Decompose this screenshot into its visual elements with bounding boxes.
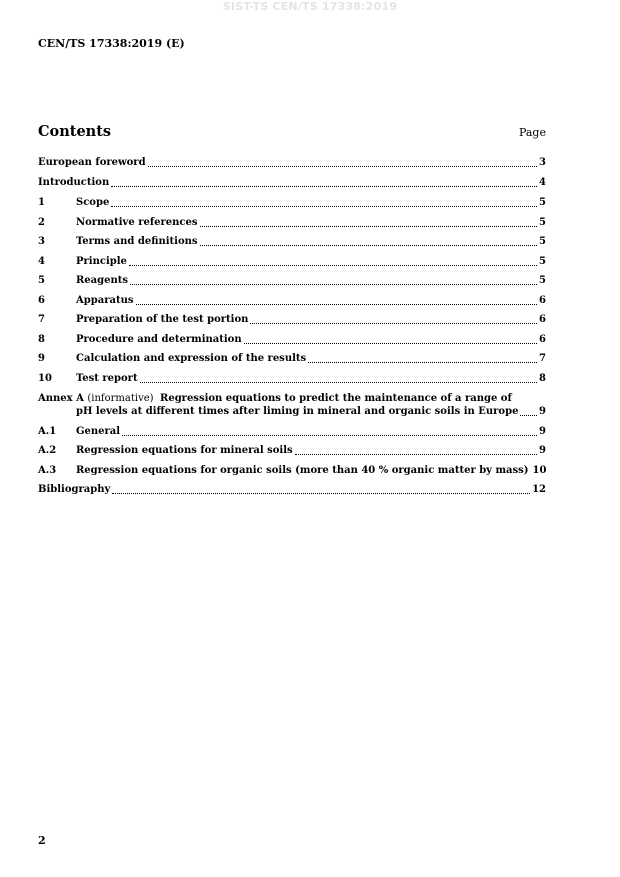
dot-leader bbox=[122, 434, 537, 436]
annex-title-line-2 bbox=[38, 405, 546, 418]
toc-entry-number: A.3 bbox=[38, 464, 57, 476]
toc-entry-label: Terms and definitions bbox=[76, 236, 198, 247]
dot-leader bbox=[295, 453, 537, 455]
toc-entry-label: Scope bbox=[76, 197, 110, 208]
dot-leader bbox=[148, 165, 537, 167]
toc-entry-number: 10 bbox=[38, 372, 52, 384]
dot-leader bbox=[140, 381, 537, 383]
toc-entry-label: Bibliography bbox=[38, 484, 111, 495]
table-of-contents bbox=[38, 156, 546, 496]
toc-entry-label: European foreword bbox=[38, 157, 146, 168]
toc-entry-page: 6 bbox=[539, 314, 546, 325]
toc-entry-page: 9 bbox=[539, 425, 546, 437]
toc-entry-number: 1 bbox=[38, 197, 45, 208]
toc-entry-label: Apparatus bbox=[76, 294, 134, 306]
toc-entry-page: 4 bbox=[539, 177, 546, 188]
toc-entry-number: 8 bbox=[38, 333, 45, 345]
dot-leader bbox=[200, 225, 538, 227]
annex-title-line-1 bbox=[38, 392, 546, 405]
dot-leader bbox=[244, 342, 537, 344]
dot-leader bbox=[200, 244, 538, 246]
dot-leader bbox=[130, 283, 537, 285]
dot-leader bbox=[129, 264, 537, 266]
toc-entry-page: 5 bbox=[539, 236, 546, 247]
annex-prefix: Annex A bbox=[38, 392, 84, 404]
toc-entry-page: 6 bbox=[539, 333, 546, 345]
toc-entry-page: 5 bbox=[539, 275, 546, 286]
toc-entry-number: 5 bbox=[38, 275, 45, 286]
toc-entry-label: Principle bbox=[76, 255, 127, 267]
toc-entry-label: Introduction bbox=[38, 177, 110, 188]
toc-entry-scope[interactable] bbox=[38, 196, 546, 209]
toc-entry-label: Regression equations for mineral soils bbox=[76, 445, 293, 456]
toc-entry-reagents[interactable] bbox=[38, 274, 546, 287]
toc-entry-page: 9 bbox=[539, 445, 546, 456]
toc-entry-a2-mineral-soils[interactable] bbox=[38, 444, 546, 457]
toc-entry-label: Procedure and determination bbox=[76, 333, 242, 345]
dot-leader bbox=[111, 185, 537, 187]
dot-leader bbox=[112, 492, 530, 494]
toc-entry-a1-general[interactable] bbox=[38, 425, 546, 438]
toc-entry-number: 9 bbox=[38, 353, 45, 364]
toc-entry-label: General bbox=[76, 425, 121, 437]
toc-entry-number: 6 bbox=[38, 294, 45, 306]
toc-entry-page: 6 bbox=[539, 294, 546, 306]
toc-entry-number: 2 bbox=[38, 216, 45, 228]
toc-entry-test-portion[interactable] bbox=[38, 313, 546, 326]
toc-entry-label: Test report bbox=[76, 372, 138, 384]
toc-entry-page: 9 bbox=[539, 405, 546, 417]
annex-title-1: Regression equations to predict the maintenance of a range of bbox=[160, 392, 512, 404]
toc-entry-annex-a[interactable] bbox=[38, 392, 546, 418]
toc-entry-number: A.2 bbox=[38, 445, 57, 456]
footer-page-number: 2 bbox=[38, 834, 46, 847]
toc-entry-label: Reagents bbox=[76, 275, 129, 286]
toc-entry-a3-organic-soils[interactable] bbox=[38, 464, 546, 477]
dot-leader bbox=[308, 361, 537, 363]
toc-entry-number: 3 bbox=[38, 236, 45, 247]
toc-entry-apparatus[interactable] bbox=[38, 294, 546, 307]
toc-entry-page: 7 bbox=[539, 353, 546, 364]
toc-entry-principle[interactable] bbox=[38, 255, 546, 268]
toc-entry-number: 7 bbox=[38, 314, 45, 325]
toc-entry-label: Calculation and expression of the results bbox=[76, 353, 307, 364]
toc-entry-introduction[interactable] bbox=[38, 176, 546, 189]
toc-entry-page: 5 bbox=[539, 216, 546, 228]
toc-entry-calculation[interactable] bbox=[38, 352, 546, 365]
dot-leader bbox=[250, 322, 537, 324]
toc-entry-page: 10 bbox=[532, 464, 547, 476]
annex-informative: (informative) bbox=[87, 392, 154, 404]
toc-entry-terms-and-definitions[interactable] bbox=[38, 235, 546, 248]
watermark: SIST-TS CEN/TS 17338:2019 bbox=[222, 0, 398, 13]
dot-leader bbox=[520, 414, 537, 416]
document-id: CEN/TS 17338:2019 (E) bbox=[38, 37, 185, 50]
dot-leader bbox=[111, 205, 537, 207]
contents-title: Contents bbox=[38, 123, 112, 140]
toc-entry-number: A.1 bbox=[38, 425, 57, 437]
toc-entry-label: Regression equations for organic soils (more than 40 % organic matter by mass) bbox=[76, 464, 529, 476]
toc-entry-label: Preparation of the test portion bbox=[76, 314, 249, 325]
dot-leader bbox=[136, 303, 538, 305]
toc-entry-page: 3 bbox=[539, 157, 546, 168]
toc-entry-page: 8 bbox=[539, 372, 546, 384]
toc-entry-foreword[interactable] bbox=[38, 156, 546, 169]
toc-entry-number: 4 bbox=[38, 255, 45, 267]
toc-entry-page: 5 bbox=[539, 197, 546, 208]
toc-entry-normative-references[interactable] bbox=[38, 216, 546, 229]
toc-entry-page: 12 bbox=[532, 484, 546, 495]
toc-entry-label: Normative references bbox=[76, 216, 198, 228]
toc-entry-procedure[interactable] bbox=[38, 333, 546, 346]
toc-entry-bibliography[interactable] bbox=[38, 483, 546, 496]
page-column-label: Page bbox=[518, 126, 546, 139]
toc-entry-page: 5 bbox=[539, 255, 546, 267]
toc-entry-test-report[interactable] bbox=[38, 372, 546, 385]
annex-title-2: pH levels at different times after liming in mineral and organic soils in Europe bbox=[76, 405, 519, 417]
